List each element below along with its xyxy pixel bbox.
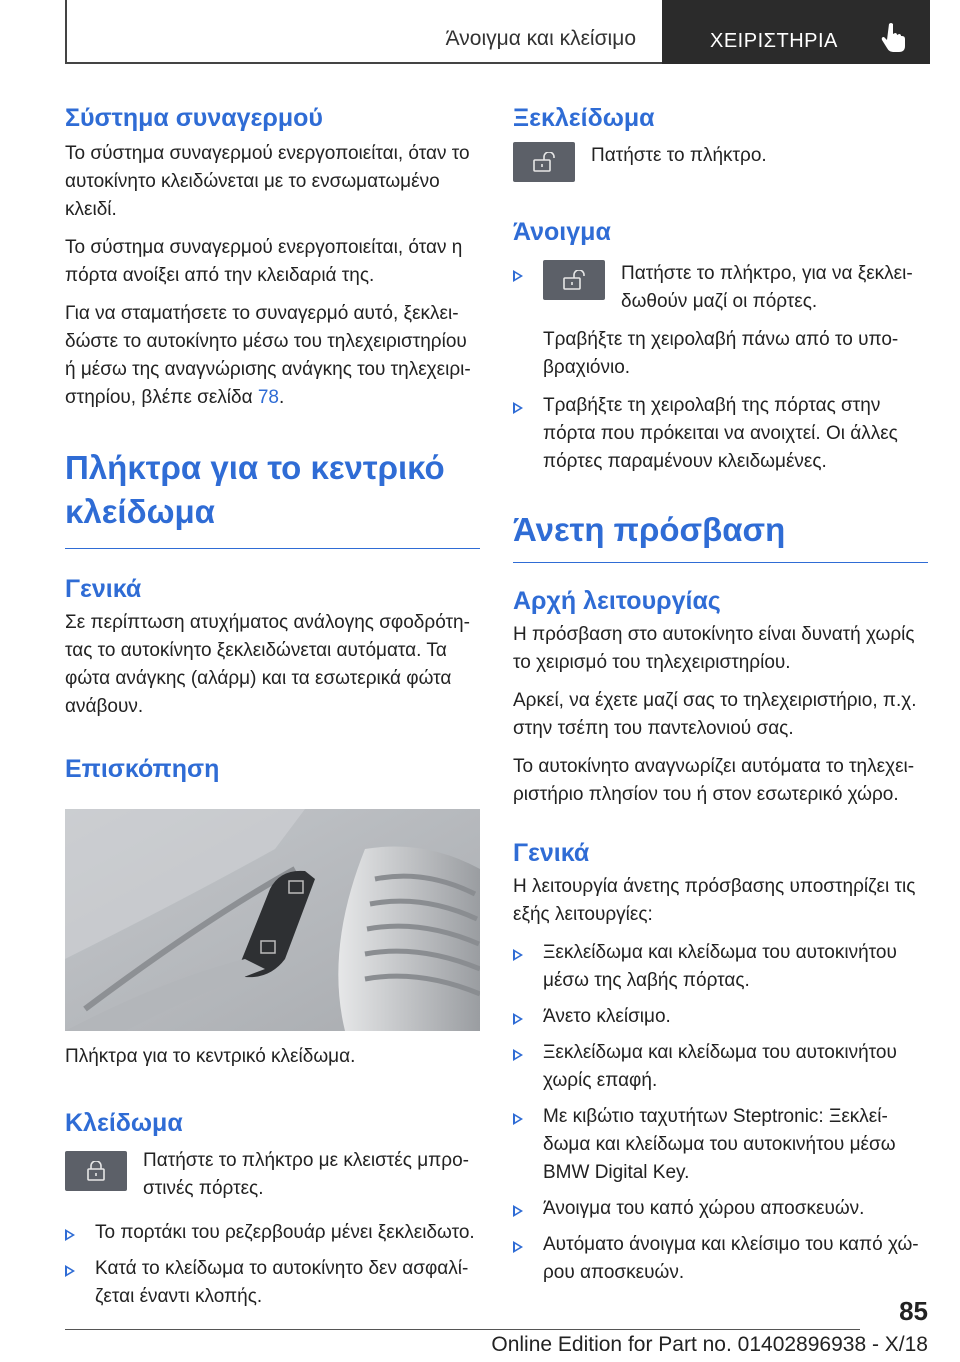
- alarm-heading: Σύστημα συναγερμού: [65, 104, 323, 132]
- chapter-title: Άνοιγμα και κλείσιμο: [445, 27, 636, 50]
- unlock-heading: Ξεκλείδωμα: [513, 104, 655, 132]
- alarm-paragraph-3-end: .: [279, 387, 285, 408]
- list-item-text: Άνετο κλείσιμο.: [543, 1006, 671, 1027]
- alarm-paragraph-2: Το σύστημα συναγερμού ενεργοποιείται, όταν η πόρτα ανοίξει από την κλειδαριά της.: [65, 237, 463, 286]
- hand-pointer-icon: [880, 22, 906, 52]
- triangle-bullet-icon: [513, 1241, 523, 1253]
- comfort-access-heading-block: [513, 508, 928, 563]
- list-item: [513, 1195, 928, 1223]
- general-paragraph: Η λειτουργία άνετης πρόσβασης υποστηρίζει τις εξής λειτουργίες:: [513, 876, 916, 925]
- lock-heading: Κλείδωμα: [65, 1109, 183, 1137]
- list-item-text: Τραβήξτε τη χειρολαβή της πόρτας στην πόρτα που πρόκειται να ανοιχτεί. Οι άλλες πόρτες παραμένουν κλειδωμένες.: [543, 395, 898, 472]
- overview-heading: Επισκόπηση: [65, 755, 220, 783]
- page-number: 85: [899, 1296, 928, 1326]
- open-heading: Άνοιγμα: [513, 218, 611, 246]
- principle-paragraph-1: Η πρόσβαση στο αυτοκίνητο είναι δυνατή χωρίς το χειρισμό του τηλεχειριστηρίου.: [513, 624, 915, 673]
- list-item-text: Κατά το κλείδωμα το αυτοκίνητο δεν ασφαλίζεται έναντι κλοπής.: [95, 1258, 469, 1307]
- door-panel-illustration: [65, 809, 480, 1031]
- alarm-paragraph-3-text: Για να σταματήσετε το συναγερμό αυτό, ξεκλειδώστε το αυτοκίνητο μέσω του τηλεχειριστηρίου ή μέσω της αναγνώρισης ανάγκης του τηλεχειριστηρίου, βλέπε σελίδα: [65, 303, 471, 408]
- general-heading: Γενικά: [513, 839, 590, 867]
- list-item: [513, 1231, 928, 1287]
- central-lock-heading: Πλήκτρα για το κεντρικό κλείδωμα: [65, 449, 445, 530]
- comfort-access-heading: Άνετη πρόσβαση: [513, 511, 786, 548]
- general-paragraph: Σε περίπτωση ατυχήματος ανάλογης σφοδρότητας το αυτοκίνητο ξεκλειδώνεται αυτόματα. Τα φώτα ανάγκης (αλάρμ) και τα εσωτερικά φώτα ανάβουν.: [65, 612, 470, 717]
- list-item-continuation: Τραβήξτε τη χειρολαβή πάνω από το υποβραχιόνιο.: [543, 329, 899, 378]
- unlock-button-icon: [513, 142, 575, 182]
- alarm-paragraph-3: [65, 300, 480, 412]
- page-header: [65, 0, 930, 64]
- page-78-link[interactable]: 78: [257, 387, 279, 408]
- general-heading: Γενικά: [65, 575, 142, 603]
- list-item: [513, 1039, 928, 1095]
- principle-paragraph-2: Αρκεί, να έχετε μαζί σας το τηλεχειριστήριο, π.χ. στην τσέπη του παντελονιού σας.: [513, 690, 917, 739]
- principle-paragraph-3: Το αυτοκίνητο αναγνωρίζει αυτόματα το τηλεχειριστήριο πλησίον του ή στον εσωτερικό χώρο.: [513, 756, 915, 805]
- list-item: [65, 1255, 480, 1311]
- triangle-bullet-icon: [513, 1049, 523, 1061]
- triangle-bullet-icon: [513, 1205, 523, 1217]
- list-item-text: Με κιβώτιο ταχυτήτων Steptronic: Ξεκλείδωμα και κλείδωμα του αυτοκινήτου μέσω BMW Digital Key.: [543, 1106, 896, 1183]
- triangle-bullet-icon: [513, 270, 523, 282]
- right-column: [513, 100, 928, 1287]
- left-column: [65, 100, 480, 1311]
- open-step-1: [543, 260, 928, 316]
- list-item-text: Άνοιγμα του καπό χώρου αποσκευών.: [543, 1198, 865, 1219]
- triangle-bullet-icon: [65, 1265, 75, 1277]
- edition-text: Online Edition for Part no. 01402896938 - X/18: [491, 1333, 928, 1356]
- list-item-text: Πατήστε το πλήκτρο, για να ξεκλειδωθούν μαζί οι πόρτες.: [621, 263, 913, 312]
- lock-notes-list: [65, 1219, 480, 1311]
- alarm-paragraph-1: Το σύστημα συναγερμού ενεργοποιείται, όταν το αυτοκίνητο κλειδώνεται με το ενσωματωμένο κλειδί.: [65, 143, 470, 220]
- section-title: ΧΕΙΡΙΣΤΗΡΙΑ: [710, 30, 838, 52]
- list-item-text: Αυτόματο άνοιγμα και κλείσιμο του καπό χώρου αποσκευών.: [543, 1234, 919, 1283]
- unlock-text: Πατήστε το πλήκτρο.: [591, 145, 767, 166]
- list-item: [513, 1003, 928, 1031]
- section-tab: [662, 0, 930, 64]
- triangle-bullet-icon: [513, 1113, 523, 1125]
- triangle-bullet-icon: [513, 949, 523, 961]
- list-item: [513, 392, 928, 476]
- central-lock-buttons-photo: [65, 809, 480, 1031]
- lock-instruction: [65, 1147, 480, 1203]
- lock-button-icon: [65, 1151, 127, 1191]
- list-item: [513, 939, 928, 995]
- list-item-text: Ξεκλείδωμα και κλείδωμα του αυτοκινήτου μέσω της λαβής πόρτας.: [543, 942, 897, 991]
- unlock-button-icon: [543, 260, 605, 300]
- triangle-bullet-icon: [65, 1229, 75, 1241]
- principle-heading: Αρχή λειτουργίας: [513, 587, 721, 615]
- open-steps-list: [513, 260, 928, 476]
- list-item-text: Ξεκλείδωμα και κλείδωμα του αυτοκινήτου χωρίς επαφή.: [543, 1042, 897, 1091]
- unlock-instruction: [513, 142, 928, 192]
- features-list: [513, 939, 928, 1287]
- central-lock-heading-block: [65, 446, 480, 549]
- header-rule: [65, 62, 662, 64]
- triangle-bullet-icon: [513, 1013, 523, 1025]
- triangle-bullet-icon: [513, 402, 523, 414]
- list-item: [513, 1103, 928, 1187]
- list-item-text: Το πορτάκι του ρεζερβουάρ μένει ξεκλειδωτο.: [95, 1222, 475, 1243]
- list-item: [65, 1219, 480, 1247]
- lock-text: Πατήστε το πλήκτρο με κλειστές μπροστινές πόρτες.: [143, 1150, 469, 1199]
- footer-rule: [65, 1329, 860, 1330]
- list-item: [513, 260, 928, 382]
- photo-caption: Πλήκτρα για το κεντρικό κλείδωμα.: [65, 1046, 356, 1067]
